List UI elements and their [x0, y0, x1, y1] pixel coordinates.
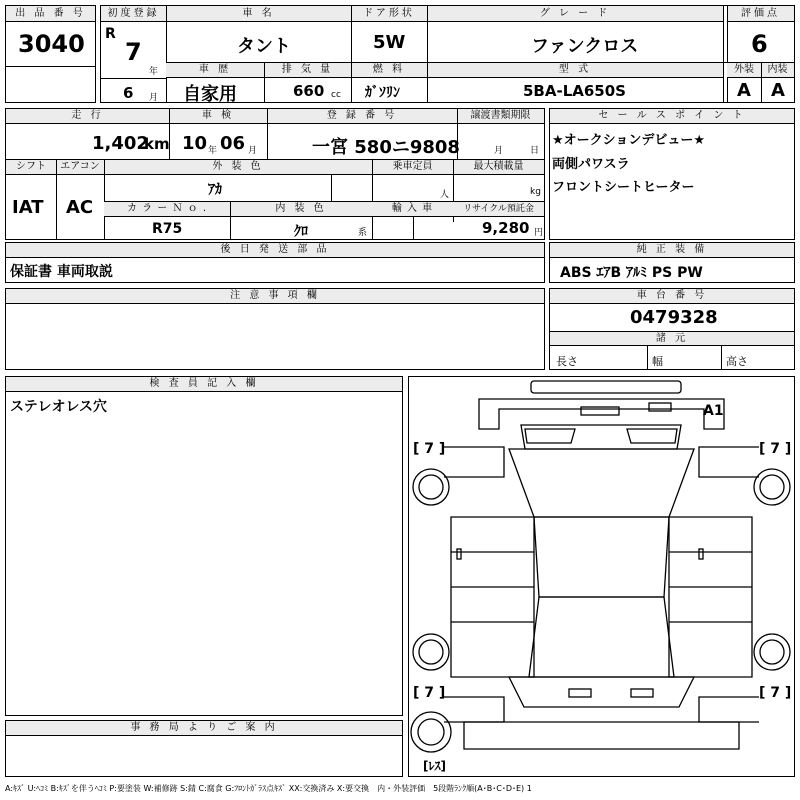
displacement-label: 排 気 量	[264, 63, 351, 78]
displacement: 660	[293, 82, 325, 100]
tire-fr: [ 7 ]	[759, 441, 792, 457]
chassis-box	[549, 288, 795, 370]
recycle-fee: 9,280	[482, 219, 530, 237]
registration-label: 登 録 番 号	[267, 109, 457, 124]
mileage-label: 走 行	[6, 109, 169, 124]
model-code: 5BA-LA650S	[523, 82, 626, 100]
recycle-label: リサイクル預託金	[453, 202, 544, 217]
spare-tire: [ﾚｽ]	[423, 759, 446, 773]
era: R	[105, 26, 116, 42]
score-label: 評価点	[727, 6, 794, 22]
interior-label: 内装	[761, 63, 794, 78]
aircon: AC	[66, 197, 94, 218]
first-reg-month: 6	[123, 84, 134, 102]
door-type: 5W	[373, 32, 406, 53]
inspector-label: 検 査 員 記 入 欄	[6, 377, 402, 392]
import-label: 輸 入 車	[372, 202, 453, 217]
color-no-label: カ ラ ー Ｎ ｏ .	[104, 202, 230, 217]
door-label: ドア形状	[351, 6, 427, 22]
lot-number: 3040	[18, 30, 85, 58]
sales-point-3: フロントシートヒーター	[552, 180, 695, 195]
tire-rr: [ 7 ]	[759, 685, 792, 701]
equipment-list: ABS ｴｱB ｱﾙﾐ PS PW	[560, 265, 703, 281]
inspection-label: 車 検	[169, 109, 267, 124]
notes-label: 注 意 事 項 欄	[6, 289, 544, 304]
inspection-month: 06	[220, 133, 246, 154]
chassis-label: 車 台 番 号	[550, 289, 794, 304]
transfer-label: 譲渡書類期限	[457, 109, 544, 124]
history: 自家用	[183, 84, 237, 105]
first-reg-year: 7	[125, 38, 142, 66]
mileage: 1,402	[92, 133, 149, 154]
int-color-label: 内 装 色	[230, 202, 372, 217]
exterior-grade: A	[737, 80, 751, 101]
chassis-number: 0479328	[630, 307, 718, 328]
sales-point-2: 両側パワスラ	[552, 157, 630, 172]
capacity-label: 乗車定員	[372, 160, 453, 175]
equipment-box	[549, 242, 795, 283]
fuel-label: 燃 料	[351, 63, 427, 78]
specs-label: 諸 元	[550, 331, 794, 346]
spec-width: 幅	[652, 355, 663, 368]
post-delivery-label: 後 日 発 送 部 品	[6, 243, 544, 258]
lot-label: 出 品 番 号	[6, 6, 95, 22]
ext-color-label: 外 装 色	[104, 160, 372, 175]
post-delivery-box	[5, 242, 545, 283]
shift: IAT	[12, 197, 44, 218]
aircon-label: エアコン	[56, 160, 104, 175]
grade-label: グ レ ー ド	[427, 6, 723, 22]
tire-rl: [ 7 ]	[413, 685, 446, 701]
inspector-comment: ステレオレス穴	[10, 399, 108, 415]
inspection-year: 10	[182, 133, 208, 154]
spec-height: 高さ	[726, 355, 748, 368]
registration-number: 一宮 580ニ9808	[312, 137, 460, 158]
max-load-label: 最大積載量	[453, 160, 544, 175]
sales-point-1: ★オークションデビュー★	[552, 133, 706, 148]
car-diagram	[408, 376, 795, 777]
first-reg-label: 初度登録	[101, 6, 166, 22]
car-name-label: 車 名	[166, 6, 351, 22]
damage-mark-a1: A1	[703, 403, 724, 419]
shift-label: シフト	[6, 160, 56, 175]
post-delivery-parts: 保証書 車両取説	[10, 264, 113, 280]
interior-grade: A	[771, 80, 785, 101]
sales-points-label: セ ー ル ス ポ イ ン ト	[550, 109, 794, 124]
legend: A:ｷｽﾞ U:ﾍｺﾐ B:ｷｽﾞを伴うﾍｺﾐ P:要塗装 W:補修跡 S:錆 C:腐食 G:ﾌﾛﾝﾄｶﾞﾗｽ点ｷｽﾞ XX:交換済み X:要交換 内・外装評価 5段階ﾗﾝｸ順(A･B･C･D･E) 1	[5, 784, 532, 793]
color-no: R75	[152, 221, 183, 237]
office-label: 事 務 局 よ り ご 案 内	[6, 721, 402, 736]
lot-box	[5, 5, 96, 103]
fuel: ｶﾞｿﾘﾝ	[365, 85, 400, 101]
grade: ファンクロス	[531, 36, 639, 57]
spec-length: 長さ	[556, 355, 578, 368]
ext-color: ｱｶ	[208, 182, 222, 198]
notes-box	[5, 288, 545, 370]
office-box	[5, 720, 403, 777]
inspector-box	[5, 376, 403, 716]
tire-fl: [ 7 ]	[413, 441, 446, 457]
int-color: ｸﾛ	[294, 224, 308, 240]
car-diagram-svg	[409, 377, 794, 776]
exterior-label: 外装	[727, 63, 761, 78]
top-grid: 初度登録 車 名 ドア形状 グ レ ー ド 評価点 R 7 年 6 月 タント 5W ファンクロス 6 車 歴 排 気 量 燃 料 型 式 外装 内装 自家用 660 cc ｶﾞｿﾘﾝ 5BA-LA650S A A	[100, 5, 795, 103]
car-name: タント	[237, 36, 291, 57]
history-label: 車 歴	[166, 63, 264, 78]
sales-points-box	[549, 108, 795, 240]
score: 6	[751, 30, 768, 58]
detail-grid: 走 行 車 検 登 録 番 号 譲渡書類期限 1,402 km 10 年 06 月 一宮 580ニ9808 月 日 シフト エアコン 外 装 色 乗車定員 最大積載量 IAT AC ｱｶ 人 kg カ ラ ー Ｎ ｏ . 内 装 色 輸 入 車 リサイクル預託金 R75 ｸﾛ 系 9,280 円	[5, 108, 545, 240]
equipment-label: 純 正 装 備	[550, 243, 794, 258]
model-label: 型 式	[427, 63, 723, 78]
